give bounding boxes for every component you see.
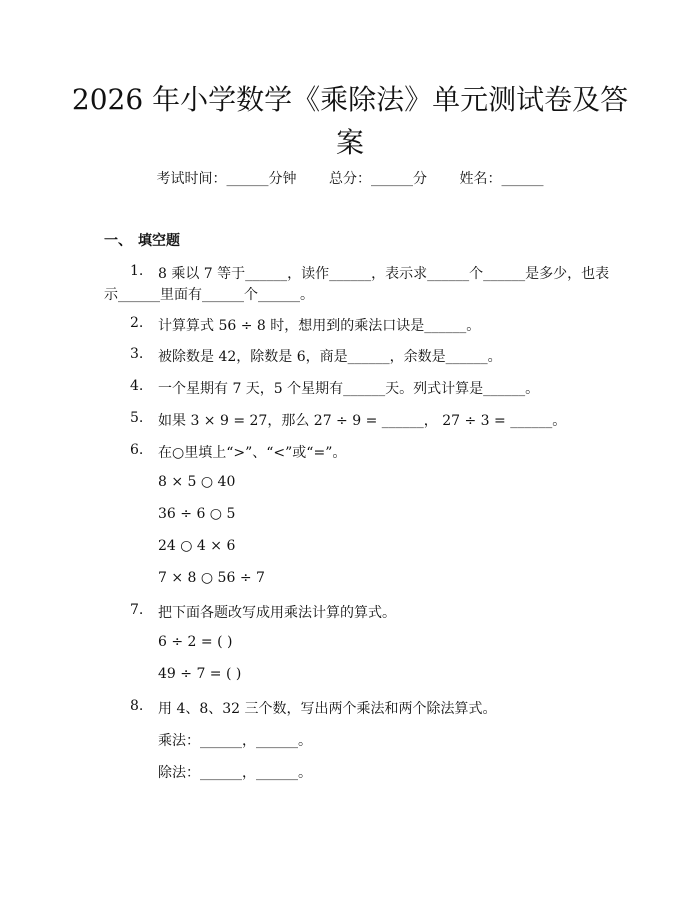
multiplication-answer: 乘法：______，______。 bbox=[158, 733, 312, 749]
question-number: 2. bbox=[130, 315, 144, 331]
question-number: 6. bbox=[130, 442, 144, 458]
question-number: 8. bbox=[130, 698, 144, 714]
title-line-1: 2026 年小学数学《乘除法》单元测试卷及答 bbox=[71, 83, 629, 116]
exam-name: 姓名：______ bbox=[459, 171, 544, 187]
question-text-continued: 示______里面有______个______。 bbox=[104, 287, 314, 303]
question-text: 8 乘以 7 等于______，读作______，表示求______个______是多少，也表 bbox=[158, 266, 610, 282]
comparison-item: 8 × 5 ○ 40 bbox=[158, 474, 236, 490]
section-number: 一、 bbox=[104, 233, 132, 249]
page-title bbox=[60, 78, 640, 164]
question-text: 被除数是 42，除数是 6，商是______，余数是______。 bbox=[158, 349, 502, 365]
question-number: 1. bbox=[130, 263, 144, 279]
question-number: 7. bbox=[130, 602, 144, 618]
question-number: 4. bbox=[130, 378, 144, 394]
question-number: 5. bbox=[130, 410, 144, 426]
exam-info bbox=[0, 168, 700, 188]
question-text: 把下面各题改写成用乘法计算的算式。 bbox=[158, 605, 396, 621]
comparison-item: 24 ○ 4 × 6 bbox=[158, 538, 236, 554]
exam-score: 总分：______分 bbox=[329, 171, 427, 187]
question-text: 如果 3 × 9 = 27，那么 27 ÷ 9 = ______， 27 ÷ 3 = ______。 bbox=[158, 413, 567, 429]
comparison-item: 7 × 8 ○ 56 ÷ 7 bbox=[158, 570, 265, 586]
question-text: 一个星期有 7 天，5 个星期有______天。列式计算是______。 bbox=[158, 381, 540, 397]
rewrite-item: 49 ÷ 7 = ( ) bbox=[158, 666, 242, 682]
division-answer: 除法：______，______。 bbox=[158, 765, 312, 781]
question-number: 3. bbox=[130, 346, 144, 362]
title-line-2: 案 bbox=[335, 126, 364, 159]
exam-time: 考试时间：______分钟 bbox=[156, 171, 297, 187]
section-title: 填空题 bbox=[138, 233, 180, 249]
rewrite-item: 6 ÷ 2 = ( ) bbox=[158, 634, 233, 650]
question-text: 用 4、8、32 三个数，写出两个乘法和两个除法算式。 bbox=[158, 701, 497, 717]
comparison-item: 36 ÷ 6 ○ 5 bbox=[158, 506, 236, 522]
question-text: 计算算式 56 ÷ 8 时，想用到的乘法口诀是______。 bbox=[158, 318, 481, 334]
question-text: 在○里填上“>”、“<”或“=”。 bbox=[158, 445, 347, 461]
section-heading bbox=[104, 230, 180, 250]
